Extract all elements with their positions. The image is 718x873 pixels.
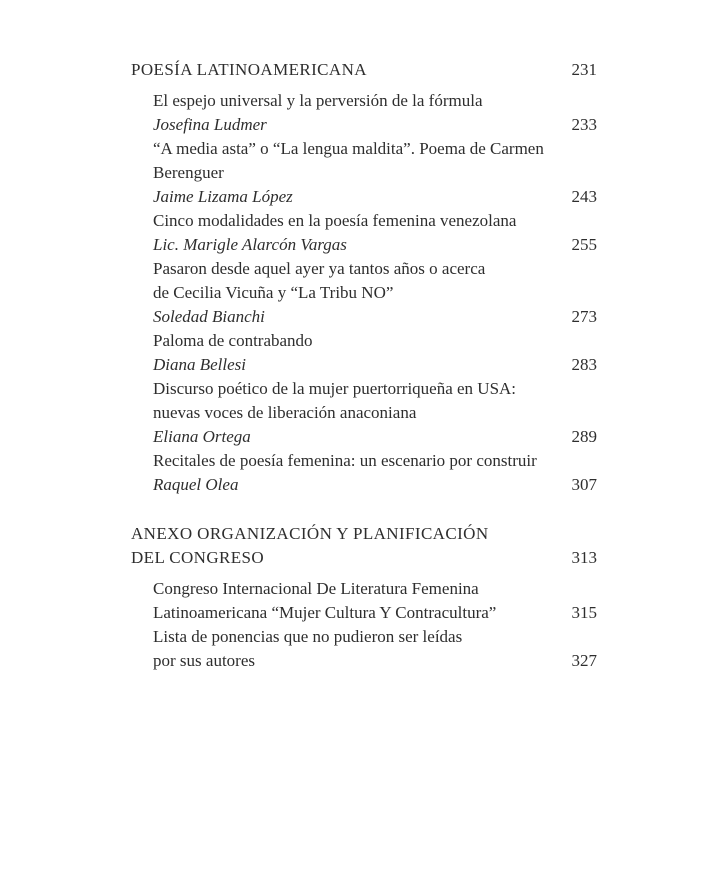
toc-entry-title-line <box>153 137 597 161</box>
toc-entry <box>153 89 597 137</box>
toc-entry-page-number: 283 <box>571 355 597 374</box>
toc-entry-title-line <box>153 577 597 601</box>
toc-entry-author: Josefina Ludmer <box>153 115 267 134</box>
toc-section-anexo <box>131 522 597 673</box>
toc-entry-title-line <box>153 401 597 425</box>
toc-entry-author-line <box>153 113 597 137</box>
toc-section-poesia-latinoamericana <box>131 58 597 497</box>
toc-entry-title: de Cecilia Vicuña y “La Tribu NO” <box>153 283 394 302</box>
toc-entry <box>153 209 597 257</box>
toc-entry-title-line <box>153 625 597 649</box>
toc-entry <box>153 137 597 209</box>
toc-entry-author: Eliana Ortega <box>153 427 251 446</box>
toc-entry-title: nuevas voces de liberación anaconiana <box>153 403 417 422</box>
toc-entry-title-line <box>153 281 597 305</box>
toc-entry-title-line <box>153 649 597 673</box>
toc-entry-page-number: 327 <box>571 651 597 670</box>
toc-entry <box>153 449 597 497</box>
toc-entry-list <box>153 89 597 497</box>
toc-entry <box>153 577 597 625</box>
toc-entry-author: Jaime Lizama López <box>153 187 293 206</box>
toc-entry-title: El espejo universal y la perversión de la fórmula <box>153 91 483 110</box>
toc-entry-title-line <box>153 161 597 185</box>
section-heading-line <box>131 522 597 546</box>
toc-entry-author: Soledad Bianchi <box>153 307 265 326</box>
toc-entry-page-number: 255 <box>571 235 597 254</box>
toc-entry-title-line <box>153 449 597 473</box>
table-of-contents <box>131 58 597 673</box>
section-page-number: 231 <box>571 60 597 79</box>
toc-entry-author-line <box>153 305 597 329</box>
toc-entry-title-line <box>153 329 597 353</box>
toc-entry-author-line <box>153 185 597 209</box>
section-heading-line <box>131 58 597 82</box>
toc-entry-title-line <box>153 209 597 233</box>
toc-entry-author-line <box>153 353 597 377</box>
section-heading-text: DEL CONGRESO <box>131 548 265 567</box>
toc-entry-title: Pasaron desde aquel ayer ya tantos años o acerca <box>153 259 486 278</box>
toc-entry-author-line <box>153 425 597 449</box>
section-page-number: 313 <box>571 548 597 567</box>
toc-entry-title: Discurso poético de la mujer puertorriqueña en USA: <box>153 379 517 398</box>
section-heading-line <box>131 546 597 570</box>
toc-entry-title: Congreso Internacional De Literatura Femenina <box>153 579 479 598</box>
toc-entry <box>153 377 597 449</box>
toc-entry-list <box>153 577 597 673</box>
toc-entry-title: Lista de ponencias que no pudieron ser leídas <box>153 627 463 646</box>
toc-entry-author-line <box>153 473 597 497</box>
toc-entry-title: Cinco modalidades en la poesía femenina venezolana <box>153 211 517 230</box>
toc-entry-title: por sus autores <box>153 651 255 670</box>
toc-entry-page-number: 307 <box>571 475 597 494</box>
toc-entry-author: Raquel Olea <box>153 475 239 494</box>
toc-entry-title: “A media asta” o “La lengua maldita”. Poema de Carmen <box>153 139 544 158</box>
toc-entry-title: Berenguer <box>153 163 224 182</box>
toc-entry-page-number: 273 <box>571 307 597 326</box>
toc-entry-title: Paloma de contrabando <box>153 331 313 350</box>
toc-entry-page-number: 289 <box>571 427 597 446</box>
toc-entry <box>153 257 597 329</box>
toc-entry-title-line <box>153 89 597 113</box>
toc-entry-author-line <box>153 233 597 257</box>
toc-entry <box>153 625 597 673</box>
toc-entry-page-number: 315 <box>571 603 597 622</box>
toc-entry-title: Recitales de poesía femenina: un escenario por construir <box>153 451 537 470</box>
toc-entry-title-line <box>153 377 597 401</box>
toc-entry-title-line <box>153 601 597 625</box>
toc-entry-page-number: 243 <box>571 187 597 206</box>
toc-entry <box>153 329 597 377</box>
toc-entry-page-number: 233 <box>571 115 597 134</box>
toc-entry-author: Lic. Marigle Alarcón Vargas <box>153 235 347 254</box>
toc-entry-author: Diana Bellesi <box>153 355 247 374</box>
toc-entry-title-line <box>153 257 597 281</box>
section-heading-text: ANEXO ORGANIZACIÓN Y PLANIFICACIÓN <box>131 524 489 543</box>
section-heading-text: POESÍA LATINOAMERICANA <box>131 60 367 79</box>
toc-entry-title: Latinoamericana “Mujer Cultura Y Contracultura” <box>153 603 497 622</box>
